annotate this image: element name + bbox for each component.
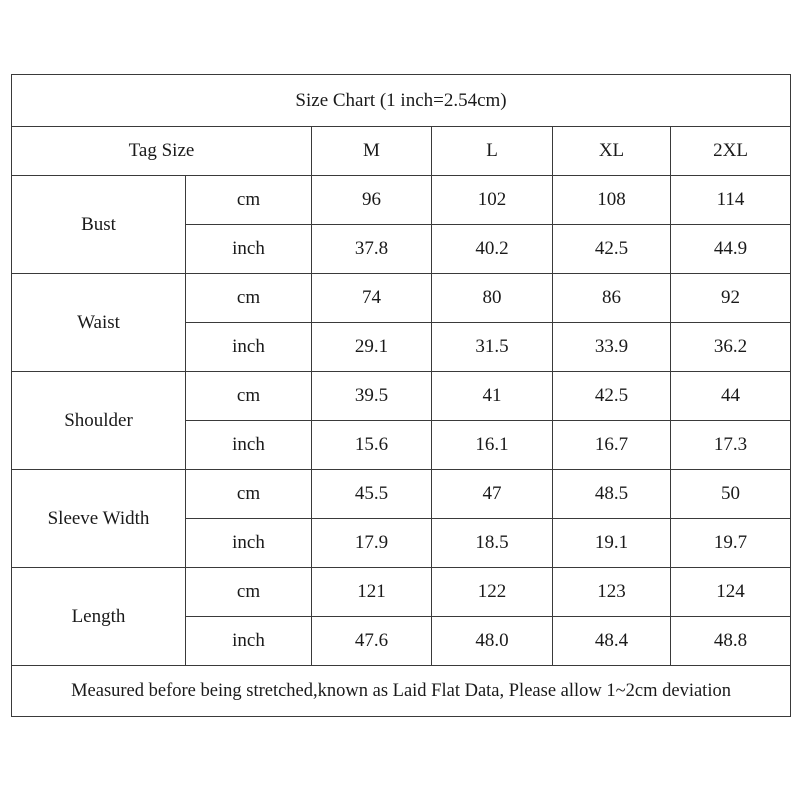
value-cell: 41 — [432, 372, 553, 421]
chart-title: Size Chart (1 inch=2.54cm) — [12, 75, 791, 127]
size-header-l: L — [432, 127, 553, 176]
unit-label: cm — [186, 176, 312, 225]
size-header-2xl: 2XL — [671, 127, 791, 176]
header-row — [12, 127, 791, 176]
value-cell: 19.7 — [671, 519, 791, 568]
table-row — [12, 274, 791, 323]
value-cell: 42.5 — [553, 372, 671, 421]
value-cell: 15.6 — [312, 421, 432, 470]
value-cell: 48.4 — [553, 617, 671, 666]
unit-label: cm — [186, 372, 312, 421]
value-cell: 124 — [671, 568, 791, 617]
value-cell: 108 — [553, 176, 671, 225]
value-cell: 29.1 — [312, 323, 432, 372]
unit-label: cm — [186, 274, 312, 323]
value-cell: 40.2 — [432, 225, 553, 274]
value-cell: 102 — [432, 176, 553, 225]
size-chart-table — [11, 74, 791, 717]
value-cell: 114 — [671, 176, 791, 225]
unit-label: cm — [186, 568, 312, 617]
value-cell: 33.9 — [553, 323, 671, 372]
unit-label: inch — [186, 519, 312, 568]
footer-note: Measured before being stretched,known as Laid Flat Data, Please allow 1~2cm deviation — [12, 666, 791, 717]
value-cell: 17.9 — [312, 519, 432, 568]
value-cell: 50 — [671, 470, 791, 519]
value-cell: 47 — [432, 470, 553, 519]
value-cell: 39.5 — [312, 372, 432, 421]
size-header-m: M — [312, 127, 432, 176]
value-cell: 123 — [553, 568, 671, 617]
measurement-label-shoulder: Shoulder — [12, 372, 186, 470]
value-cell: 18.5 — [432, 519, 553, 568]
unit-label: inch — [186, 225, 312, 274]
unit-label: inch — [186, 323, 312, 372]
value-cell: 86 — [553, 274, 671, 323]
value-cell: 122 — [432, 568, 553, 617]
table-row — [12, 568, 791, 617]
value-cell: 36.2 — [671, 323, 791, 372]
value-cell: 31.5 — [432, 323, 553, 372]
table-row — [12, 176, 791, 225]
value-cell: 80 — [432, 274, 553, 323]
value-cell: 121 — [312, 568, 432, 617]
value-cell: 45.5 — [312, 470, 432, 519]
value-cell: 17.3 — [671, 421, 791, 470]
value-cell: 47.6 — [312, 617, 432, 666]
value-cell: 48.5 — [553, 470, 671, 519]
value-cell: 96 — [312, 176, 432, 225]
value-cell: 44.9 — [671, 225, 791, 274]
value-cell: 74 — [312, 274, 432, 323]
measurement-label-length: Length — [12, 568, 186, 666]
value-cell: 19.1 — [553, 519, 671, 568]
unit-label: cm — [186, 470, 312, 519]
measurement-label-bust: Bust — [12, 176, 186, 274]
title-row — [12, 75, 791, 127]
table-row — [12, 470, 791, 519]
value-cell: 48.0 — [432, 617, 553, 666]
value-cell: 37.8 — [312, 225, 432, 274]
value-cell: 44 — [671, 372, 791, 421]
value-cell: 48.8 — [671, 617, 791, 666]
footer-row — [12, 666, 791, 717]
value-cell: 16.7 — [553, 421, 671, 470]
size-header-xl: XL — [553, 127, 671, 176]
unit-label: inch — [186, 421, 312, 470]
measurement-label-waist: Waist — [12, 274, 186, 372]
tag-size-header: Tag Size — [12, 127, 312, 176]
value-cell: 16.1 — [432, 421, 553, 470]
unit-label: inch — [186, 617, 312, 666]
value-cell: 42.5 — [553, 225, 671, 274]
value-cell: 92 — [671, 274, 791, 323]
table-row — [12, 372, 791, 421]
measurement-label-sleeve-width: Sleeve Width — [12, 470, 186, 568]
